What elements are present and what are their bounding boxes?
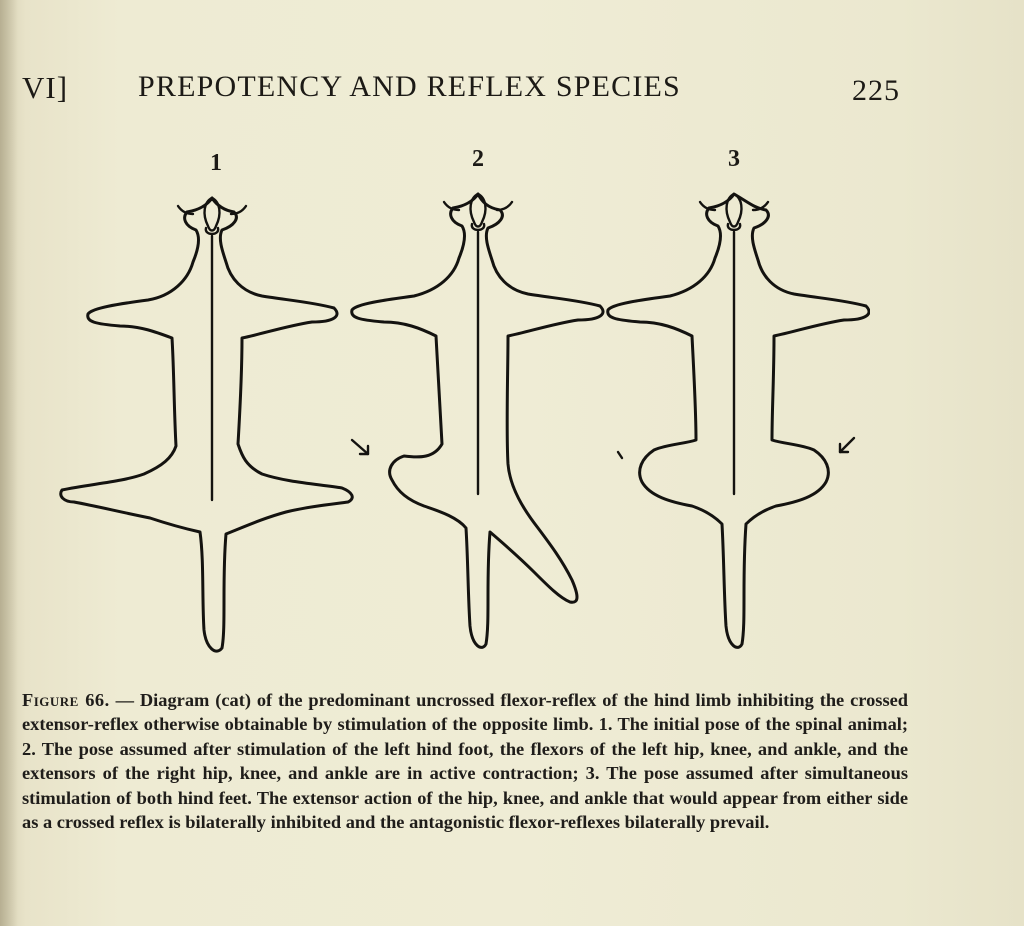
page-number: 225 (852, 74, 900, 107)
caption-text: — Diagram (cat) of the predominant uncrossed flexor-reflex of the hind limb inhibiting the crossed extensor-reflex otherwise obtainable by stimulation of the opposite limb. 1. The initial pose of the spinal animal; 2. The pose assumed after stimulation of the left hind foot, the flexors of the left hip, knee, and ankle, and the extensors of the right hip, knee, and ankle are in active contraction; 3. The pose assumed after simultaneous stimulation of both hind feet. The extensor action of the hip, knee, and ankle that would appear from either side as a crossed reflex is bilaterally inhibited and the antagonistic flexor-reflexes bilaterally prevail. (22, 690, 908, 833)
figure-caption (22, 688, 908, 834)
cat-diagram-2 (352, 194, 603, 647)
panel-label-3: 3 (728, 146, 740, 172)
chapter-number: VI] (22, 70, 69, 105)
panel-label-2: 2 (472, 146, 484, 172)
cat-reflex-figure (50, 140, 870, 670)
page-gutter-shadow (0, 0, 18, 926)
panel-label-1: 1 (210, 150, 222, 176)
caption-figure-label: Figure 66. (22, 690, 110, 710)
cat-diagrams-svg (50, 140, 870, 670)
running-head (0, 66, 1024, 110)
running-title: PREPOTENCY AND REFLEX SPECIES (138, 70, 681, 103)
cat-diagram-3 (608, 194, 869, 647)
cat-diagram-1 (61, 198, 353, 651)
